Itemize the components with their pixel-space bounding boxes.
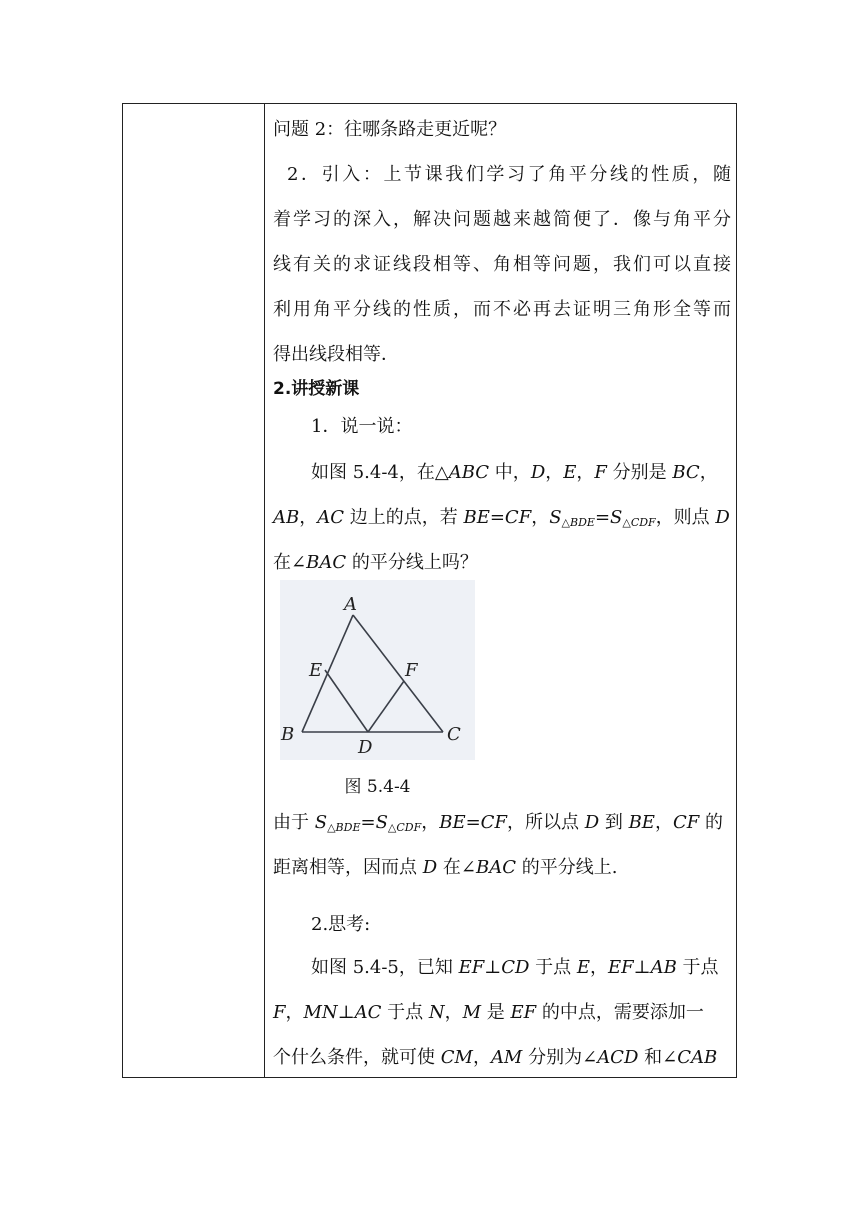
text: 分别为∠	[522, 1047, 598, 1068]
text: ，	[299, 507, 318, 528]
math-text: N	[428, 1002, 445, 1023]
math-text: CD	[501, 957, 530, 978]
math-text: AB	[650, 957, 677, 978]
subscript: △CDF	[387, 821, 422, 834]
math-text: M	[462, 1002, 482, 1023]
text: 2.讲授新课	[273, 379, 360, 399]
math-text: F	[594, 462, 607, 483]
text: 如图 5.4-5，已知	[311, 957, 459, 978]
math-text: BE=CF	[463, 507, 532, 528]
math-text: BC	[672, 462, 700, 483]
answer-line-1	[273, 810, 723, 841]
text: 于点	[381, 1002, 429, 1023]
math-text: AC	[354, 1002, 382, 1023]
text: 2.思考:	[311, 914, 371, 935]
text: 于点	[529, 957, 577, 978]
text: 由于	[273, 812, 315, 833]
text: ，	[531, 507, 550, 528]
subscript: △BDE	[561, 516, 595, 529]
math-text: AC	[317, 507, 345, 528]
text: 距离相等，因而点	[273, 857, 423, 878]
text: 的平分线上.	[515, 857, 618, 878]
text: 是	[481, 1002, 511, 1023]
math-text: S	[314, 812, 328, 833]
text: 问题 2：往哪条路走更近呢？	[273, 119, 507, 140]
text: 中，	[489, 462, 531, 483]
math-text: BE	[628, 812, 655, 833]
intro-line-2	[273, 207, 731, 233]
text: ，	[576, 462, 595, 483]
math-text: =S	[360, 812, 388, 833]
triangle-figure	[280, 580, 475, 760]
text: ⊥	[484, 957, 502, 978]
math-text: E	[563, 462, 577, 483]
text: 线有关的求证线段相等、角相等问题，我们可以直接	[273, 254, 731, 275]
math-text: D	[584, 812, 600, 833]
label-f: F	[405, 660, 418, 681]
subscript: △BDE	[327, 821, 361, 834]
table-left-column	[123, 104, 265, 1077]
text: ，	[545, 462, 564, 483]
segment-fd	[368, 681, 404, 732]
segment-ac	[353, 615, 443, 732]
intro-line-1	[273, 162, 731, 188]
text: ⊥	[337, 1002, 355, 1023]
label-a: A	[344, 594, 357, 615]
text: 得出线段相等．	[273, 344, 399, 365]
text: 个什么条件，就可使	[273, 1047, 441, 1068]
text: ，	[285, 1002, 304, 1023]
math-text: D	[422, 857, 438, 878]
text: 如图 5.4-4，在△	[311, 462, 449, 483]
think-line-1	[311, 955, 719, 981]
math-text: CF	[672, 812, 700, 833]
problem-line-2	[273, 505, 730, 536]
text: ，	[444, 1002, 463, 1023]
label-d: D	[358, 737, 373, 758]
answer-line-2	[273, 855, 617, 881]
text: 在∠	[273, 552, 307, 573]
math-text: CM	[440, 1047, 473, 1068]
intro-line-4	[273, 297, 731, 323]
math-text: EF	[608, 957, 634, 978]
math-text: =S	[594, 507, 623, 528]
item2-title	[311, 912, 370, 938]
math-text: ABC	[448, 462, 490, 483]
math-text: F	[273, 1002, 286, 1023]
text: 的平分线上吗？	[346, 552, 478, 573]
math-text: AM	[490, 1047, 523, 1068]
math-text: D	[715, 507, 730, 528]
text: ⊥	[633, 957, 651, 978]
text: 边上的点，若	[344, 507, 464, 528]
think-line-3	[273, 1045, 717, 1071]
problem-line-3	[273, 550, 478, 576]
math-text: MN	[303, 1002, 338, 1023]
text: 在∠	[437, 857, 476, 878]
text: 2．引入：上节课我们学习了角平分线的性质，随	[287, 164, 731, 185]
item1-title	[311, 414, 412, 440]
question-2-line	[273, 117, 506, 143]
segment-ed	[325, 670, 368, 732]
math-text: CAB	[677, 1047, 718, 1068]
text: 的	[699, 812, 723, 833]
math-text: S	[549, 507, 562, 528]
text: ，	[590, 957, 608, 978]
text: ，所以点	[506, 812, 585, 833]
figure-caption: 图 5.4-4	[344, 777, 411, 797]
text: 利用角平分线的性质，而不必再去证明三角形全等而	[273, 299, 731, 320]
text: ，	[421, 812, 440, 833]
text: 的中点，需要添加一	[536, 1002, 704, 1023]
text: 于点	[676, 957, 719, 978]
text: 分别是	[606, 462, 673, 483]
math-text: E	[576, 957, 590, 978]
subscript: △CDF	[622, 516, 656, 529]
triangle-diagram	[280, 580, 475, 760]
problem-line-1	[311, 460, 731, 486]
math-text: AB	[273, 507, 300, 528]
math-text: BAC	[306, 552, 347, 573]
math-text: EF	[458, 957, 485, 978]
label-e: E	[309, 660, 323, 681]
text: ，	[654, 812, 673, 833]
think-line-2	[273, 1000, 704, 1026]
text: 到	[599, 812, 629, 833]
math-text: EF	[510, 1002, 537, 1023]
math-text: D	[530, 462, 546, 483]
math-text: ACD	[597, 1047, 639, 1068]
label-c: C	[447, 724, 461, 745]
text: 和∠	[638, 1047, 678, 1068]
text: ，则点	[655, 507, 716, 528]
intro-line-3	[273, 252, 731, 278]
math-text: BE=CF	[439, 812, 507, 833]
intro-line-5	[273, 342, 399, 368]
text: ，	[472, 1047, 491, 1068]
text: ，	[699, 462, 718, 483]
text: 1．说一说：	[311, 416, 413, 437]
section-title	[273, 376, 359, 402]
text: 着学习的深入，解决问题越来越简便了．像与角平分	[273, 209, 731, 230]
math-text: BAC	[475, 857, 516, 878]
label-b: B	[281, 724, 295, 745]
